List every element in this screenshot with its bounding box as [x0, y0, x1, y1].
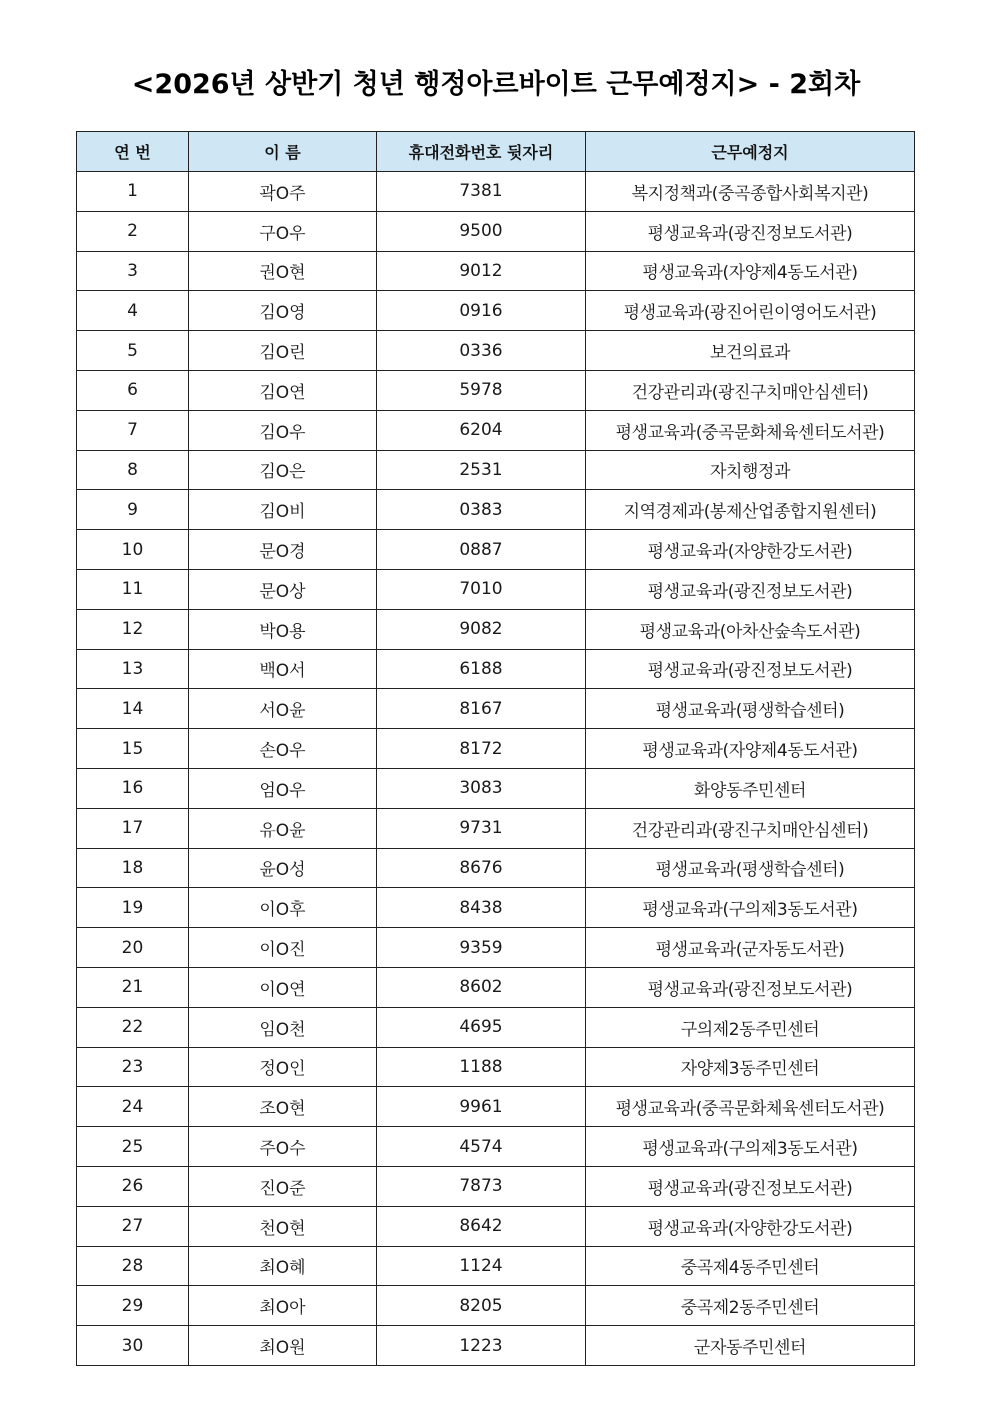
workplace: 보건의료과: [586, 331, 915, 371]
phone-last-digits: 8602: [377, 967, 586, 1007]
table-row: [77, 331, 915, 371]
person-name: 최O혜: [189, 1246, 377, 1286]
row-number: 7: [77, 410, 189, 450]
phone-last-digits: 9012: [377, 251, 586, 291]
workplace: 복지정책과(중곡종합사회복지관): [586, 172, 915, 212]
row-number: 26: [77, 1166, 189, 1206]
row-number: 28: [77, 1246, 189, 1286]
person-name: 손O우: [189, 729, 377, 769]
person-name: 박O용: [189, 609, 377, 649]
phone-last-digits: 1223: [377, 1326, 586, 1366]
table-row: [77, 808, 915, 848]
table-row: [77, 928, 915, 968]
person-name: 문O경: [189, 530, 377, 570]
workplace: 평생교육과(평생학습센터): [586, 689, 915, 729]
workplace: 평생교육과(군자동도서관): [586, 928, 915, 968]
row-number: 17: [77, 808, 189, 848]
person-name: 김O은: [189, 450, 377, 490]
row-number: 30: [77, 1326, 189, 1366]
workplace: 자치행정과: [586, 450, 915, 490]
table-row: [77, 1087, 915, 1127]
workplace: 평생교육과(광진정보도서관): [586, 569, 915, 609]
phone-last-digits: 7010: [377, 569, 586, 609]
row-number: 5: [77, 331, 189, 371]
person-name: 김O연: [189, 370, 377, 410]
workplace: 평생교육과(자양제4동도서관): [586, 251, 915, 291]
phone-last-digits: 8172: [377, 729, 586, 769]
workplace: 평생교육과(광진정보도서관): [586, 649, 915, 689]
phone-last-digits: 9961: [377, 1087, 586, 1127]
phone-last-digits: 4574: [377, 1127, 586, 1167]
table-body: [77, 172, 915, 1366]
table-row: [77, 1007, 915, 1047]
table-row: [77, 1286, 915, 1326]
row-number: 15: [77, 729, 189, 769]
person-name: 진O준: [189, 1166, 377, 1206]
person-name: 정O인: [189, 1047, 377, 1087]
person-name: 이O후: [189, 888, 377, 928]
workplace: 건강관리과(광진구치매안심센터): [586, 808, 915, 848]
workplace: 평생교육과(중곡문화체육센터도서관): [586, 1087, 915, 1127]
table-row: [77, 291, 915, 331]
phone-last-digits: 0887: [377, 530, 586, 570]
workplace: 평생교육과(평생학습센터): [586, 848, 915, 888]
workplace: 건강관리과(광진구치매안심센터): [586, 370, 915, 410]
phone-last-digits: 6204: [377, 410, 586, 450]
table-row: [77, 649, 915, 689]
workplace: 화양동주민센터: [586, 768, 915, 808]
table-row: [77, 848, 915, 888]
workplace: 평생교육과(구의제3동도서관): [586, 888, 915, 928]
row-number: 23: [77, 1047, 189, 1087]
workplace: 평생교육과(광진정보도서관): [586, 967, 915, 1007]
row-number: 29: [77, 1286, 189, 1326]
workplace: 평생교육과(자양한강도서관): [586, 1206, 915, 1246]
table-row: [77, 967, 915, 1007]
page-title: <2026년 상반기 청년 행정아르바이트 근무예정지> - 2회차: [131, 69, 861, 100]
row-number: 4: [77, 291, 189, 331]
table-row: [77, 1127, 915, 1167]
person-name: 곽O주: [189, 172, 377, 212]
row-number: 21: [77, 967, 189, 1007]
row-number: 13: [77, 649, 189, 689]
row-number: 1: [77, 172, 189, 212]
table-row: [77, 211, 915, 251]
person-name: 문O상: [189, 569, 377, 609]
table-row: [77, 530, 915, 570]
table-row: [77, 370, 915, 410]
phone-last-digits: 1124: [377, 1246, 586, 1286]
row-number: 16: [77, 768, 189, 808]
person-name: 최O원: [189, 1326, 377, 1366]
row-number: 2: [77, 211, 189, 251]
workplace: 평생교육과(광진정보도서관): [586, 1166, 915, 1206]
table-row: [77, 729, 915, 769]
person-name: 이O진: [189, 928, 377, 968]
phone-last-digits: 3083: [377, 768, 586, 808]
table-row: [77, 609, 915, 649]
person-name: 임O천: [189, 1007, 377, 1047]
workplace: 평생교육과(자양한강도서관): [586, 530, 915, 570]
person-name: 엄O우: [189, 768, 377, 808]
phone-last-digits: 9731: [377, 808, 586, 848]
table-row: [77, 689, 915, 729]
person-name: 주O수: [189, 1127, 377, 1167]
workplace: 평생교육과(구의제3동도서관): [586, 1127, 915, 1167]
workplace: 지역경제과(봉제산업종합지원센터): [586, 490, 915, 530]
phone-last-digits: 9359: [377, 928, 586, 968]
phone-last-digits: 4695: [377, 1007, 586, 1047]
person-name: 서O윤: [189, 689, 377, 729]
phone-last-digits: 7873: [377, 1166, 586, 1206]
row-number: 3: [77, 251, 189, 291]
row-number: 24: [77, 1087, 189, 1127]
row-number: 10: [77, 530, 189, 570]
phone-last-digits: 7381: [377, 172, 586, 212]
person-name: 구O우: [189, 211, 377, 251]
table-row: [77, 1326, 915, 1366]
workplace: 평생교육과(자양제4동도서관): [586, 729, 915, 769]
row-number: 6: [77, 370, 189, 410]
workplace: 평생교육과(광진정보도서관): [586, 211, 915, 251]
row-number: 11: [77, 569, 189, 609]
row-number: 9: [77, 490, 189, 530]
header-workplace: 근무예정지: [586, 132, 915, 172]
phone-last-digits: 8167: [377, 689, 586, 729]
row-number: 22: [77, 1007, 189, 1047]
header-phone-last-digits: 휴대전화번호 뒷자리: [377, 132, 586, 172]
person-name: 최O아: [189, 1286, 377, 1326]
row-number: 20: [77, 928, 189, 968]
table-row: [77, 410, 915, 450]
header-name: 이 름: [189, 132, 377, 172]
table-row: [77, 1047, 915, 1087]
phone-last-digits: 9082: [377, 609, 586, 649]
workplace: 군자동주민센터: [586, 1326, 915, 1366]
row-number: 8: [77, 450, 189, 490]
person-name: 백O서: [189, 649, 377, 689]
table-row: [77, 490, 915, 530]
workplace: 평생교육과(아차산숲속도서관): [586, 609, 915, 649]
workplace: 자양제3동주민센터: [586, 1047, 915, 1087]
phone-last-digits: 0916: [377, 291, 586, 331]
table-row: [77, 172, 915, 212]
phone-last-digits: 5978: [377, 370, 586, 410]
person-name: 김O우: [189, 410, 377, 450]
table-row: [77, 1166, 915, 1206]
phone-last-digits: 0336: [377, 331, 586, 371]
row-number: 27: [77, 1206, 189, 1246]
table-row: [77, 1246, 915, 1286]
table-header-row: [77, 132, 915, 172]
person-name: 윤O성: [189, 848, 377, 888]
table-row: [77, 251, 915, 291]
person-name: 김O비: [189, 490, 377, 530]
phone-last-digits: 8642: [377, 1206, 586, 1246]
row-number: 18: [77, 848, 189, 888]
phone-last-digits: 8205: [377, 1286, 586, 1326]
row-number: 14: [77, 689, 189, 729]
person-name: 김O영: [189, 291, 377, 331]
table-row: [77, 569, 915, 609]
person-name: 이O연: [189, 967, 377, 1007]
phone-last-digits: 9500: [377, 211, 586, 251]
person-name: 천O현: [189, 1206, 377, 1246]
workplace: 구의제2동주민센터: [586, 1007, 915, 1047]
phone-last-digits: 1188: [377, 1047, 586, 1087]
person-name: 권O현: [189, 251, 377, 291]
table-row: [77, 768, 915, 808]
phone-last-digits: 8676: [377, 848, 586, 888]
phone-last-digits: 0383: [377, 490, 586, 530]
table-row: [77, 450, 915, 490]
workplace: 평생교육과(중곡문화체육센터도서관): [586, 410, 915, 450]
row-number: 25: [77, 1127, 189, 1167]
assignment-table: [76, 131, 915, 1366]
row-number: 12: [77, 609, 189, 649]
phone-last-digits: 2531: [377, 450, 586, 490]
workplace: 중곡제4동주민센터: [586, 1246, 915, 1286]
header-number: 연 번: [77, 132, 189, 172]
table-row: [77, 888, 915, 928]
person-name: 유O윤: [189, 808, 377, 848]
table-row: [77, 1206, 915, 1246]
workplace: 중곡제2동주민센터: [586, 1286, 915, 1326]
row-number: 19: [77, 888, 189, 928]
phone-last-digits: 6188: [377, 649, 586, 689]
phone-last-digits: 8438: [377, 888, 586, 928]
person-name: 김O린: [189, 331, 377, 371]
workplace: 평생교육과(광진어린이영어도서관): [586, 291, 915, 331]
person-name: 조O현: [189, 1087, 377, 1127]
